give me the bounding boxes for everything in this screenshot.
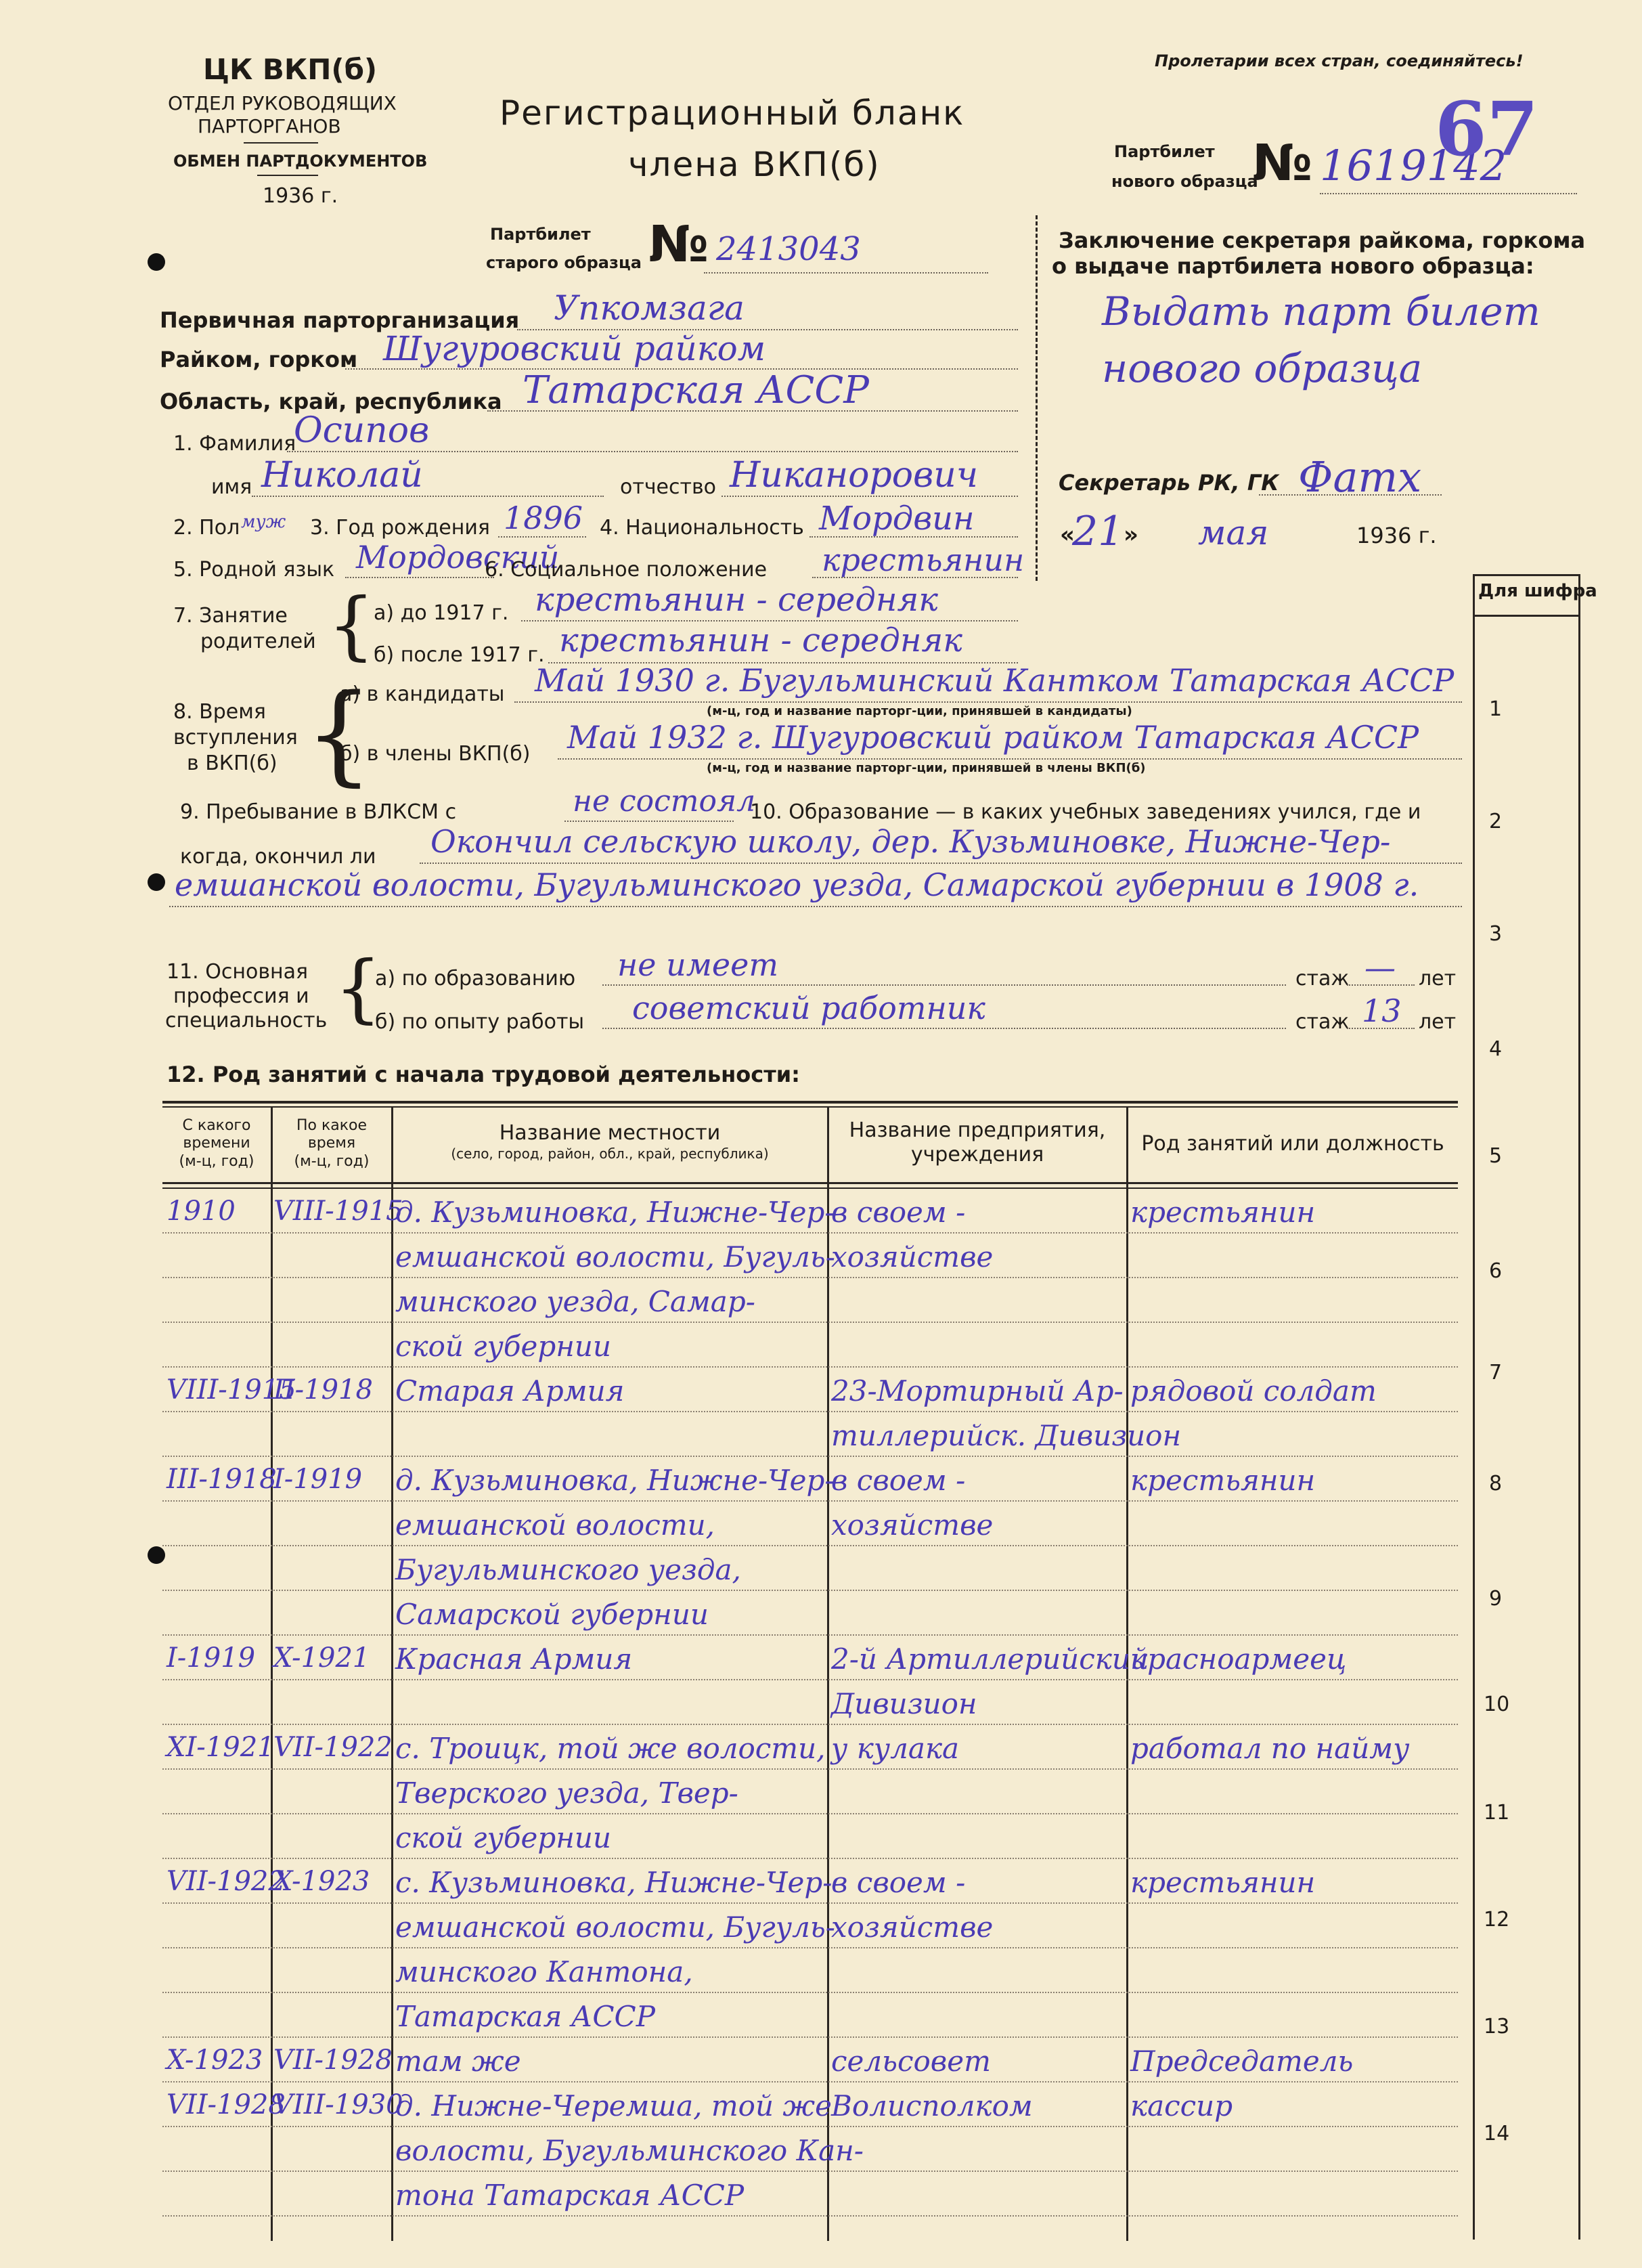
member-label: б) в члены ВКП(б) <box>340 742 531 766</box>
edu-value-2: емшанской волости, Бугульминского уезда, Самарской губернии в 1908 г. <box>175 867 1419 903</box>
nationality-label: 4. Национальность <box>600 516 804 540</box>
prof-work-value: советский работник <box>632 990 985 1026</box>
table-cell-post: крестьянин <box>1130 1866 1316 1899</box>
patronymic-label: отчество <box>620 475 717 499</box>
date-day: 21 <box>1072 508 1124 555</box>
date-quote-open: « <box>1060 521 1075 548</box>
table-cell-org: Дивизион <box>831 1687 977 1720</box>
table-cell-to: VIII-1930 <box>273 2089 403 2120</box>
table-cell-place: Самарской губернии <box>395 1598 709 1631</box>
cipher-label: Для шифра <box>1478 581 1597 601</box>
table-cell-from: VII-1928 <box>167 2089 286 2120</box>
table-cell-to: I-1919 <box>273 1464 363 1495</box>
table-row <box>162 1902 1458 1904</box>
table-cell-org: в своем - <box>831 1196 966 1229</box>
birth-value: 1896 <box>504 500 583 536</box>
org-title: ЦК ВКП(б) <box>203 53 378 86</box>
org-label: Первичная парторганизация <box>160 307 520 333</box>
parents-before-value: крестьянин - середняк <box>535 581 938 619</box>
org-dept-1: ОТДЕЛ РУКОВОДЯЩИХ <box>168 92 397 114</box>
patronymic-value: Никанорович <box>730 455 979 496</box>
table-cell-place: д. Кузьминовка, Нижне-Чер- <box>395 1196 835 1229</box>
table-cell-place: там же <box>395 2045 521 2078</box>
table-cell-place: Татарская АССР <box>395 2000 655 2033</box>
career-label: 12. Род занятий с начала трудовой деятельности: <box>167 1062 800 1087</box>
date-month: мая <box>1198 513 1269 552</box>
region-value: Татарская АССР <box>523 368 869 412</box>
surname-label: 1. Фамилия <box>173 432 296 456</box>
org-year: 1936 г. <box>263 184 338 208</box>
col-header-from: С какого времени (м-ц, год) <box>179 1117 254 1170</box>
punch-hole <box>148 873 165 891</box>
col-header-org: Название предприятия, учреждения <box>849 1118 1106 1166</box>
cipher-number: 6 <box>1489 1259 1503 1283</box>
vlksm-value: не состоял <box>573 784 756 819</box>
parents-before-label: а) до 1917 г. <box>374 601 509 625</box>
cipher-number: 13 <box>1484 2015 1510 2038</box>
table-cell-from: 1910 <box>167 1196 236 1227</box>
table-row <box>162 1322 1458 1323</box>
cipher-number: 11 <box>1484 1801 1510 1825</box>
table-row <box>162 1858 1458 1859</box>
secretary-heading-1: Заключение секретаря райкома, горкома <box>1059 227 1586 253</box>
table-cell-org: хозяйстве <box>831 1240 994 1273</box>
table-row <box>162 1679 1458 1680</box>
table-cell-org: в своем - <box>831 1464 966 1497</box>
table-cell-org: хозяйстве <box>831 1911 994 1944</box>
cipher-number: 9 <box>1489 1587 1503 1611</box>
date-quote-close: » <box>1124 521 1138 548</box>
cipher-number: 7 <box>1489 1361 1503 1384</box>
table-row <box>162 1724 1458 1725</box>
name-label: имя <box>211 475 252 499</box>
prof-label-1: 11. Основная <box>167 960 309 984</box>
sex-value: муж <box>241 512 286 532</box>
table-cell-to: VIII-1915 <box>273 1196 403 1227</box>
region-label: Область, край, республика <box>160 389 502 414</box>
table-cell-to: II-1918 <box>273 1374 373 1405</box>
let-label-2: лет <box>1419 1010 1457 1034</box>
prof-edu-value: не имеет <box>617 946 778 983</box>
table-cell-place: с. Троицк, той же волости, <box>395 1732 826 1765</box>
lang-value: Мордовский <box>356 539 560 575</box>
table-row <box>162 1813 1458 1814</box>
cipher-number: 14 <box>1484 2122 1510 2145</box>
table-cell-to: VII-1928 <box>273 2045 393 2076</box>
member-value: Май 1932 г. Шугуровский райком Татарская АССР <box>567 719 1419 756</box>
table-cell-from: VIII-1915 <box>167 1374 296 1405</box>
prof-label-3: специальность <box>165 1009 328 1032</box>
edu-label-2: когда, окончил ли <box>180 845 376 869</box>
table-row <box>162 2081 1458 2082</box>
secretary-decision-2: нового образца <box>1102 345 1423 391</box>
secretary-sign-label: Секретарь РК, ГК <box>1059 470 1279 496</box>
col-header-post: Род занятий или должность <box>1141 1132 1444 1156</box>
table-row <box>162 1411 1458 1412</box>
prof-edu-label: а) по образованию <box>375 967 576 990</box>
parents-after-label: б) после 1917 г. <box>374 643 545 667</box>
table-row <box>162 2036 1458 2038</box>
punch-hole <box>148 253 165 271</box>
birth-label: 3. Год рождения <box>310 516 490 540</box>
table-cell-place: д. Кузьминовка, Нижне-Чер- <box>395 1464 835 1497</box>
table-cell-from: X-1923 <box>167 2045 263 2076</box>
cipher-number: 8 <box>1489 1472 1503 1496</box>
table-cell-post: красноармеец <box>1130 1642 1347 1676</box>
table-row <box>162 1456 1458 1457</box>
old-card-label-1: Партбилет <box>490 225 591 244</box>
table-cell-to: X-1921 <box>273 1642 370 1674</box>
table-cell-place: волости, Бугульминского Кан- <box>395 2134 864 2167</box>
table-cell-place: минского Кантона, <box>395 1955 693 1988</box>
table-row <box>162 1992 1458 1993</box>
table-cell-org: 2-й Артиллерийский <box>831 1642 1149 1676</box>
edu-value-1: Окончил сельскую школу, дер. Кузьминовке, Нижне-Чер- <box>430 823 1391 860</box>
table-cell-from: I-1919 <box>167 1642 256 1674</box>
stazh-work-value: 13 <box>1362 993 1402 1029</box>
table-row <box>162 1545 1458 1546</box>
prof-work-label: б) по опыту работы <box>375 1010 585 1034</box>
cipher-number: 3 <box>1489 922 1503 946</box>
new-card-label-2: нового образца <box>1111 172 1258 191</box>
secretary-signature: Фатх <box>1298 452 1422 502</box>
table-cell-place: ской губернии <box>395 1330 612 1363</box>
parents-after-value: крестьянин - середняк <box>559 621 962 659</box>
table-cell-post: кассир <box>1130 2089 1233 2122</box>
org-value: Упкомзага <box>554 288 745 328</box>
cand-label: а) в кандидаты <box>340 682 505 706</box>
table-cell-post: крестьянин <box>1130 1196 1316 1229</box>
surname-value: Осипов <box>294 410 430 451</box>
table-row <box>162 1768 1458 1770</box>
table-row <box>162 1634 1458 1636</box>
new-card-number: 1619142 <box>1320 141 1507 190</box>
edu-label: 10. Образование — в каких учебных заведениях учился, где и <box>750 800 1421 824</box>
secretary-decision-1: Выдать парт билет <box>1102 288 1540 334</box>
table-row <box>162 2215 1458 2217</box>
table-cell-to: VII-1922 <box>273 1732 393 1763</box>
vlksm-label: 9. Пребывание в ВЛКСМ с <box>180 800 457 824</box>
lang-label: 5. Родной язык <box>173 558 335 582</box>
table-row <box>162 1366 1458 1368</box>
table-row <box>162 1232 1458 1234</box>
table-cell-place: ской губернии <box>395 1821 612 1854</box>
stazh-label-2: стаж <box>1295 1010 1350 1034</box>
table-cell-to: X-1923 <box>273 1866 370 1897</box>
table-cell-place: тона Татарская АССР <box>395 2179 745 2212</box>
cipher-number: 1 <box>1489 697 1503 721</box>
table-cell-place: с. Кузьминовка, Нижне-Чер- <box>395 1866 833 1899</box>
new-card-label-1: Партбилет <box>1114 142 1215 161</box>
table-row <box>162 1277 1458 1278</box>
table-cell-post: Председатель <box>1130 2045 1354 2078</box>
form-title-line-2: члена ВКП(б) <box>628 145 881 184</box>
sex-label: 2. Пол <box>173 516 240 540</box>
form-title-line-1: Регистрационный бланк <box>500 93 965 133</box>
punch-hole <box>148 1546 165 1564</box>
cand-value: Май 1930 г. Бугульминский Кантком Татарская АССР <box>535 662 1455 699</box>
table-row <box>162 1947 1458 1948</box>
join-label-3: в ВКП(б) <box>187 751 278 775</box>
name-value: Николай <box>261 455 423 496</box>
table-cell-from: VII-1922 <box>167 1866 286 1897</box>
parents-label-1: 7. Занятие <box>173 604 288 628</box>
raikom-value: Шугуровский райком <box>383 329 766 368</box>
old-card-no-sign: № <box>648 215 709 274</box>
table-cell-place: Старая Армия <box>395 1374 625 1408</box>
cipher-number: 12 <box>1484 1908 1510 1932</box>
motto: Пролетарии всех стран, соединяйтесь! <box>1155 51 1524 70</box>
table-cell-post: работал по найму <box>1130 1732 1410 1765</box>
table-cell-place: Бугульминского уезда, <box>395 1553 741 1586</box>
table-cell-place: емшанской волости, Бугуль- <box>395 1240 835 1273</box>
nationality-value: Мордвин <box>819 500 975 538</box>
social-label: 6. Социальное положение <box>485 558 768 582</box>
cipher-number: 5 <box>1489 1144 1503 1168</box>
table-row <box>162 2126 1458 2127</box>
table-cell-place: д. Нижне-Черемша, той же <box>395 2089 832 2122</box>
join-label-2: вступления <box>173 726 298 749</box>
table-row <box>162 1590 1458 1591</box>
table-cell-place: емшанской волости, Бугуль- <box>395 1911 835 1944</box>
table-row <box>162 2171 1458 2172</box>
table-cell-from: XI-1921 <box>167 1732 275 1763</box>
table-row <box>162 1500 1458 1502</box>
stazh-label-1: стаж <box>1295 967 1350 990</box>
cipher-number: 4 <box>1489 1037 1503 1061</box>
table-cell-post: крестьянин <box>1130 1464 1316 1497</box>
old-card-number: 2413043 <box>716 230 861 268</box>
prof-label-2: профессия и <box>173 984 309 1008</box>
let-label-1: лет <box>1419 967 1457 990</box>
table-cell-org: Волисполком <box>831 2089 1033 2122</box>
new-card-no-sign: № <box>1252 134 1313 192</box>
stazh-edu-value: — <box>1364 949 1396 986</box>
cand-note: (м-ц, год и название парторг-ции, принявшей в кандидаты) <box>707 704 1132 718</box>
col-header-to: По какое время (м-ц, год) <box>294 1117 370 1170</box>
table-cell-org: 23-Мортирный Ар- <box>831 1374 1124 1408</box>
table-cell-org: сельсовет <box>831 2045 991 2078</box>
parents-label-2: родителей <box>200 630 316 653</box>
table-cell-post: рядовой солдат <box>1130 1374 1377 1408</box>
org-dept-2: ПАРТОРГАНОВ <box>198 115 341 137</box>
cipher-number: 2 <box>1489 810 1503 833</box>
social-value: крестьянин <box>822 542 1025 578</box>
table-cell-org: тиллерийск. Дивизион <box>831 1419 1182 1452</box>
secretary-heading-2: о выдаче партбилета нового образца: <box>1052 253 1534 279</box>
table-cell-org: у кулака <box>831 1732 960 1765</box>
table-cell-place: минского уезда, Самар- <box>395 1285 755 1318</box>
table-cell-from: III-1918 <box>167 1464 277 1495</box>
table-cell-org: хозяйстве <box>831 1508 994 1542</box>
table-cell-place: Красная Армия <box>395 1642 633 1676</box>
corner-mark: 67 <box>1435 85 1539 173</box>
cipher-number: 10 <box>1484 1693 1510 1716</box>
org-sub: ОБМЕН ПАРТДОКУМЕНТОВ <box>173 152 428 171</box>
old-card-label-2: старого образца <box>486 253 642 272</box>
date-year: 1936 г. <box>1356 523 1437 548</box>
member-note: (м-ц, год и название парторг-ции, принявшей в члены ВКП(б) <box>707 761 1146 775</box>
col-header-place: Название местности (село, город, район, обл., край, республика) <box>451 1121 769 1162</box>
table-cell-org: в своем - <box>831 1866 966 1899</box>
join-label-1: 8. Время <box>173 700 266 724</box>
raikom-label: Райком, горком <box>160 347 358 372</box>
table-cell-place: емшанской волости, <box>395 1508 715 1542</box>
table-cell-place: Тверского уезда, Твер- <box>395 1776 738 1810</box>
